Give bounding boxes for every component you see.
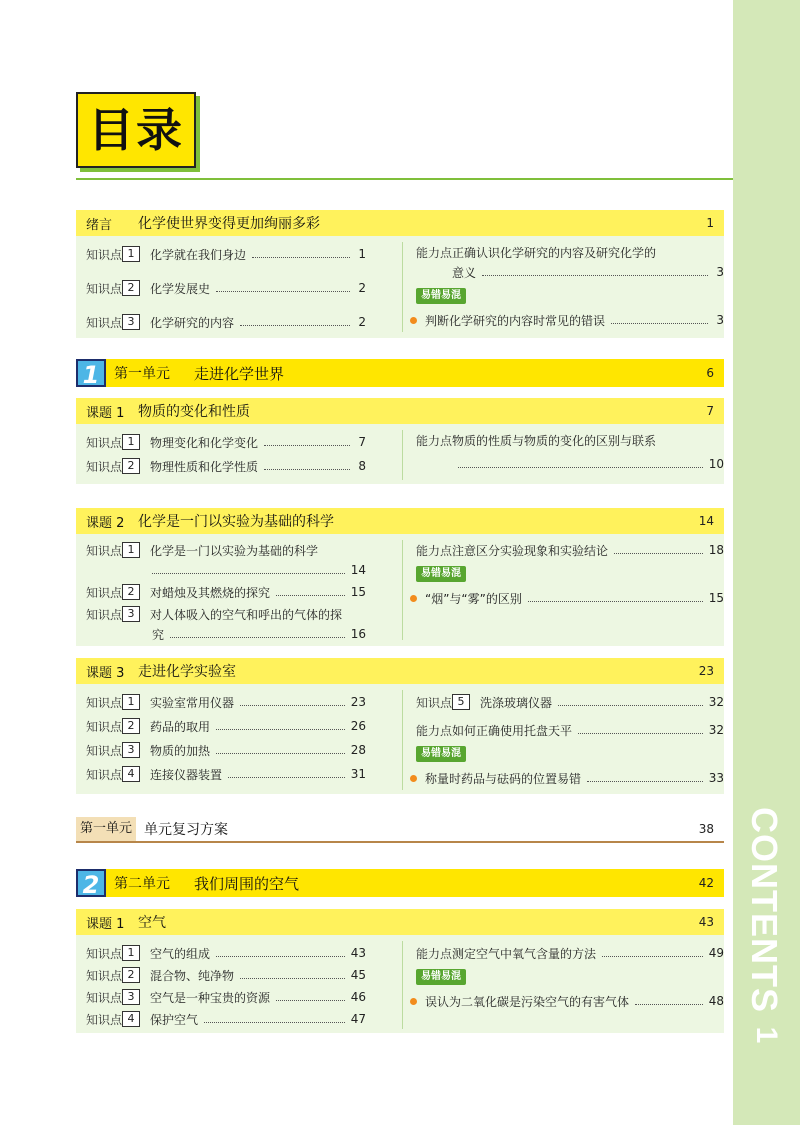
error-entry[interactable] [406,768,724,788]
entry-text: 洗涤玻璃仪器 [480,695,553,710]
lesson1-header[interactable] [76,398,724,424]
lesson-title: 物质的变化和性质 [138,404,250,420]
kp-number: 3 [122,742,140,758]
unit1-section [76,359,724,387]
unit-title: 走进化学世界 [194,364,285,383]
toc-entry[interactable] [406,692,724,712]
column-divider [402,242,403,332]
entry-text: 混合物、纯净物 [150,968,235,983]
kp-label: 知识点 [86,968,123,983]
ability-entry[interactable] [406,242,724,262]
toc-entry[interactable] [76,312,366,332]
kp-label: 知识点 [86,695,123,710]
unit2-header[interactable] [76,869,724,897]
entry-page: 14 [350,563,366,577]
leader-dots [602,956,703,957]
leader-dots [216,956,345,957]
leader-dots [204,1022,345,1023]
unit-page: 42 [698,876,714,890]
entry-text: 保护空气 [150,1012,199,1027]
error-entry[interactable] [406,991,724,1011]
entry-text: 空气是一种宝贵的资源 [150,990,271,1005]
lesson-page: 14 [698,514,714,528]
lesson3-body [76,684,724,794]
kp-number: 2 [122,458,140,474]
intro-title: 化学使世界变得更加绚丽多彩 [138,216,320,232]
entry-page: 43 [350,946,366,960]
entry-page: 23 [350,695,366,709]
toc-entry[interactable] [76,943,366,963]
toc-entry[interactable] [76,764,366,784]
unit-label: 第二单元 [114,876,170,892]
error-prone-tag: 易错易混 [416,969,466,985]
lesson3-section [76,658,724,794]
entry-page: 15 [708,591,724,605]
leader-dots [635,1004,703,1005]
ability-label: 能力点 [416,543,453,558]
toc-entry[interactable] [76,740,366,760]
leader-dots [240,978,345,979]
ability-entry[interactable] [406,540,724,560]
entry-text: 判断化学研究的内容时常见的错误 [425,313,606,328]
error-prone-tag: 易错易混 [416,288,466,304]
bullet-icon [410,317,417,324]
leader-dots [228,777,345,778]
entry-page: 15 [350,585,366,599]
kp-number: 2 [122,967,140,983]
ability-label: 能力点 [416,946,453,961]
top-rule [76,178,733,180]
entry-text: 物理变化和化学变化 [150,435,259,450]
entry-text: “烟”与“雾”的区别 [425,591,522,606]
intro-page: 1 [706,216,714,230]
lesson-label: 课题 2 [86,515,125,531]
intro-body [76,236,724,338]
kp-number: 1 [122,945,140,961]
leader-dots [276,595,345,596]
ability-entry-cont[interactable] [406,262,724,282]
kp-number: 2 [122,280,140,296]
entry-text: 对人体吸入的空气和呼出的气体的探 [150,607,343,622]
intro-header[interactable] [76,210,724,236]
entry-page: 46 [350,990,366,1004]
lesson-label: 课题 1 [86,916,125,932]
entry-text: 化学是一门以实验为基础的科学 [150,543,319,558]
ability-entry[interactable] [406,430,724,450]
leader-dots [152,573,345,574]
entry-text: 物理性质和化学性质 [150,459,259,474]
ability-label: 能力点 [416,433,453,448]
kp-label: 知识点 [86,281,123,296]
lesson-title: 化学是一门以实验为基础的科学 [138,514,334,530]
entry-page: 7 [358,435,366,449]
error-entry[interactable] [406,588,724,608]
ability-label: 能力点 [416,723,453,738]
entry-text: 测定空气中氧气含量的方法 [452,946,597,961]
entry-page: 18 [708,543,724,557]
toc-entry-cont[interactable] [76,560,366,580]
kp-number: 5 [452,694,470,710]
entry-page: 32 [708,695,724,709]
entry-text: 物质的性质与物质的变化的区别与联系 [452,433,657,448]
entry-page: 26 [350,719,366,733]
entry-text: 化学就在我们身边 [150,247,247,262]
entry-text: 连接仪器装置 [150,767,223,782]
bullet-icon [410,595,417,602]
unit2-section [76,869,724,897]
review1-section [76,817,724,843]
lesson-title: 走进化学实验室 [138,664,236,680]
leader-dots [264,445,350,446]
toc-entry[interactable] [76,278,366,298]
entry-page: 3 [716,313,724,327]
lesson-page: 43 [698,915,714,929]
page-title-box [76,92,196,168]
column-divider [402,540,403,640]
kp-label: 知识点 [86,435,123,450]
ability-entry[interactable] [406,720,724,740]
entry-text: 实验室常用仪器 [150,695,235,710]
kp-label: 知识点 [86,767,123,782]
lesson-page: 7 [706,404,714,418]
ability-label: 能力点 [416,245,453,260]
kp-label: 知识点 [86,459,123,474]
contents-word: CONTENTS [744,807,785,1013]
entry-page: 16 [350,627,366,641]
kp-number: 1 [122,434,140,450]
kp-number: 4 [122,766,140,782]
entry-text: 称量时药品与砝码的位置易错 [425,771,582,786]
toc-entry[interactable] [76,456,366,476]
entry-text: 空气的组成 [150,946,211,961]
lesson1-section [76,398,724,484]
leader-dots [240,325,350,326]
kp-label: 知识点 [86,990,123,1005]
lesson-page: 23 [698,664,714,678]
toc-entry[interactable] [76,540,366,560]
entry-page: 10 [708,457,724,471]
leader-dots [587,781,703,782]
lesson3-header[interactable] [76,658,724,684]
entry-text: 误认为二氧化碳是污染空气的有害气体 [425,994,630,1009]
entry-text: 化学研究的内容 [150,315,235,330]
unit-title: 我们周围的空气 [194,874,300,893]
toc-entry[interactable] [76,432,366,452]
kp-label: 知识点 [86,543,123,558]
kp-label: 知识点 [86,946,123,961]
entry-page: 32 [708,723,724,737]
leader-dots [611,323,708,324]
kp-label: 知识点 [86,743,123,758]
contents-number: 1 [750,1026,783,1044]
kp-number: 3 [122,989,140,1005]
kp-label: 知识点 [416,695,453,710]
error-prone-tag: 易错易混 [416,746,466,762]
leader-dots [252,257,350,258]
leader-dots [614,553,703,554]
kp-label: 知识点 [86,585,123,600]
toc-entry-cont[interactable] [76,624,366,644]
kp-number: 1 [122,694,140,710]
bullet-icon [410,998,417,1005]
entry-page: 47 [350,1012,366,1026]
entry-text: 化学发展史 [150,281,211,296]
leader-dots [482,275,708,276]
entry-text-cont: 究 [152,627,165,642]
error-prone-tag: 易错易混 [416,566,466,582]
kp-number: 2 [122,718,140,734]
leader-dots [558,705,703,706]
column-divider [402,941,403,1029]
kp-number: 1 [122,246,140,262]
column-divider [402,430,403,480]
contents-side-label [736,790,796,1060]
kp-number: 4 [122,1011,140,1027]
lesson21-body [76,935,724,1033]
leader-dots [170,637,345,638]
leader-dots [458,467,703,468]
lesson21-section [76,909,724,1033]
lesson-label: 课题 1 [86,405,125,421]
toc-entry[interactable] [76,244,366,264]
lesson2-header[interactable] [76,508,724,534]
entry-page: 48 [708,994,724,1008]
intro-section [76,210,724,338]
lesson2-body [76,534,724,646]
entry-page: 2 [358,315,366,329]
lesson2-section [76,508,724,646]
entry-page: 45 [350,968,366,982]
review-label: 第一单元 [76,817,136,841]
lesson21-header[interactable] [76,909,724,935]
bullet-icon [410,775,417,782]
kp-label: 知识点 [86,719,123,734]
unit-label: 第一单元 [114,366,170,382]
kp-label: 知识点 [86,247,123,262]
toc-entry[interactable] [76,987,366,1007]
toc-entry[interactable] [76,692,366,712]
column-divider [402,690,403,790]
kp-number: 3 [122,606,140,622]
intro-label: 绪言 [86,217,113,233]
lesson1-body [76,424,724,484]
leader-dots [216,291,350,292]
review-page: 38 [698,822,714,836]
unit-number-badge: 1 [76,359,106,387]
entry-page: 3 [716,265,724,279]
kp-number: 1 [122,542,140,558]
leader-dots [528,601,703,602]
entry-text: 药品的取用 [150,719,211,734]
toc-entry[interactable] [76,965,366,985]
ability-entry[interactable] [406,943,724,963]
entry-text: 正确认识化学研究的内容及研究化学的 [452,245,657,260]
lesson-label: 课题 3 [86,665,125,681]
toc-entry[interactable] [76,582,366,602]
toc-entry[interactable] [76,716,366,736]
entry-page: 31 [350,767,366,781]
leader-dots [240,705,345,706]
toc-entry[interactable] [76,604,366,624]
page-title: 目录 [88,103,184,157]
leader-dots [216,753,345,754]
kp-label: 知识点 [86,607,123,622]
entry-text: 如何正确使用托盘天平 [452,723,573,738]
lesson-title: 空气 [138,915,166,931]
entry-text: 物质的加热 [150,743,211,758]
toc-entry[interactable] [76,1009,366,1029]
leader-dots [276,1000,345,1001]
kp-label: 知识点 [86,1012,123,1027]
entry-text: 注意区分实验现象和实验结论 [452,543,609,558]
kp-label: 知识点 [86,315,123,330]
leader-dots [264,469,350,470]
entry-page: 28 [350,743,366,757]
ability-entry-cont[interactable] [406,454,724,474]
leader-dots [578,733,703,734]
unit-number-badge: 2 [76,869,106,897]
review1-header[interactable] [76,817,724,843]
entry-page: 1 [358,247,366,261]
entry-page: 33 [708,771,724,785]
unit1-header[interactable] [76,359,724,387]
unit-page: 6 [706,366,714,380]
kp-number: 3 [122,314,140,330]
entry-page: 49 [708,946,724,960]
kp-number: 2 [122,584,140,600]
entry-text-cont: 意义 [452,265,477,280]
error-entry[interactable] [406,310,724,330]
entry-text: 对蜡烛及其燃烧的探究 [150,585,271,600]
review-title: 单元复习方案 [144,822,228,838]
entry-page: 8 [358,459,366,473]
entry-page: 2 [358,281,366,295]
leader-dots [216,729,345,730]
